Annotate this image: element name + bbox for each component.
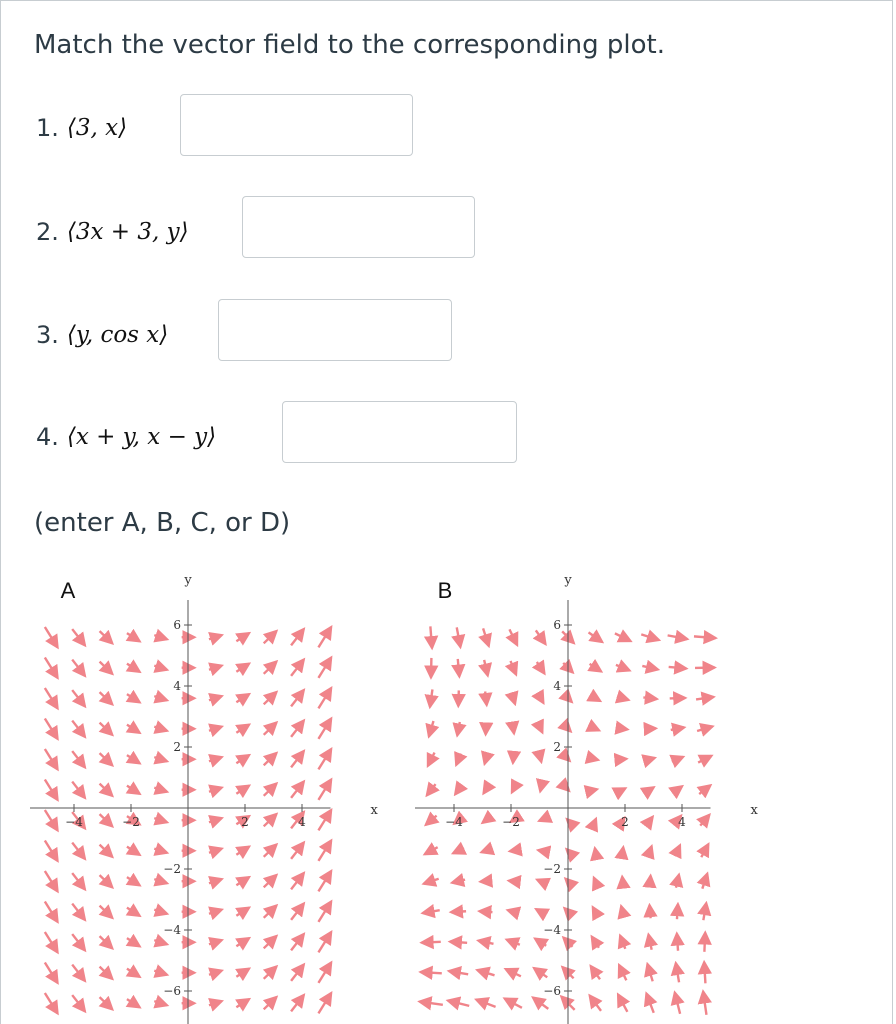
field-arrow [264,723,277,735]
field-arrow [236,786,249,794]
y-tick-label: −4 [543,923,561,937]
field-arrow [291,751,304,767]
field-arrow [318,932,331,952]
field-arrow [45,932,58,952]
field-arrow [291,843,304,859]
y-tick-label: 6 [553,618,561,632]
field-arrow [127,847,140,855]
field-arrow [154,1001,167,1005]
field-arrow [509,881,518,882]
field-arrow [72,751,85,767]
field-arrow [512,787,515,792]
vector-field-plot-a [30,568,390,1024]
field-arrow [430,626,432,648]
field-arrow [209,757,222,761]
y-tick-label: 2 [173,740,181,754]
field-arrow [616,665,630,671]
field-arrow [264,875,277,887]
field-arrow [100,814,113,826]
field-arrow [449,971,468,974]
field-arrow [676,875,679,888]
field-arrow [45,810,58,830]
field-arrow [696,697,713,699]
field-arrow [100,906,113,918]
vector-field-plot-b [415,568,780,1024]
field-arrow [209,818,222,822]
field-arrow [72,660,85,676]
field-arrow [644,728,655,729]
field-arrow [704,962,705,983]
field-arrow [236,999,249,1007]
field-arrow [236,938,249,946]
answer-input-4[interactable] [282,401,517,463]
y-tick-label: −4 [163,923,181,937]
field-arrow [673,786,682,793]
field-arrow [127,877,140,885]
field-arrow [264,631,277,643]
x-tick-label: −2 [502,815,520,829]
field-arrow [590,996,601,1011]
field-arrow [620,936,625,949]
field-arrow [264,967,277,979]
field-arrow [236,633,249,641]
field-arrow [669,667,687,669]
field-arrow [485,755,488,764]
field-arrow [536,630,546,644]
field-arrow [510,850,517,851]
y-tick-label: −2 [543,862,561,876]
field-arrow [45,963,58,983]
vector-field-expression: ⟨x + y, x − y⟩ [66,424,217,450]
field-arrow [72,843,85,859]
plot-label: A [60,578,76,603]
field-arrow [483,628,489,646]
field-arrow [675,845,680,856]
field-arrow [478,941,493,944]
field-arrow [649,846,652,855]
field-arrow [595,819,596,822]
field-arrow [697,726,712,731]
field-arrow [127,908,140,916]
field-arrow [100,967,113,979]
field-arrow [536,909,545,914]
field-arrow [535,939,546,946]
field-arrow [154,940,167,944]
field-arrow [154,696,167,700]
field-arrow [318,749,331,769]
field-arrow [72,690,85,706]
field-arrow [264,692,277,704]
field-arrow [100,723,113,735]
field-arrow [512,692,515,703]
field-arrow [291,965,304,981]
field-arrow [420,1002,443,1005]
field-arrow [591,695,600,700]
field-arrow [701,844,708,857]
x-axis-label: x [750,803,758,818]
field-arrow [453,848,464,853]
field-arrow [318,902,331,922]
field-arrow [593,907,598,916]
field-arrow [621,906,624,917]
field-arrow [236,969,249,977]
field-arrow [291,782,304,798]
field-arrow [622,847,623,854]
vector-field-expression: ⟨3, x⟩ [66,115,128,141]
field-arrow [318,963,331,983]
field-arrow [127,786,140,794]
field-arrow [154,849,167,853]
y-tick-label: 4 [173,679,181,693]
field-arrow [537,662,545,674]
field-arrow [236,908,249,916]
field-arrow [668,635,688,639]
question-number: 3. [36,321,59,349]
field-arrow [291,904,304,920]
field-arrow [590,664,602,672]
plot-label: B [437,578,453,603]
field-arrow [703,992,706,1015]
field-arrow [422,942,441,943]
field-arrow [127,969,140,977]
vector-field-expression: ⟨3x + 3, y⟩ [66,219,189,245]
field-arrow [209,910,222,914]
field-arrow [455,785,462,794]
field-arrow [72,721,85,737]
x-tick-label: 2 [241,815,249,829]
vector-field-expression: ⟨y, cos x⟩ [66,322,169,348]
field-arrow [704,933,705,952]
x-tick-label: 4 [298,815,306,829]
field-arrow [594,789,597,790]
question-3 [36,321,168,349]
field-arrow [209,849,222,853]
answer-hint: (enter A, B, C, or D) [34,508,291,538]
field-arrow [291,690,304,706]
field-arrow [539,820,542,821]
field-arrow [318,658,331,678]
field-arrow [127,725,140,733]
field-arrow [508,910,519,913]
field-arrow [642,666,658,670]
field-arrow [650,905,651,918]
field-arrow [486,723,487,734]
field-arrow [72,873,85,889]
answer-input-2[interactable] [242,196,475,258]
y-tick-label: 2 [553,740,561,754]
field-arrow [236,725,249,733]
field-arrow [45,993,58,1013]
field-arrow [675,993,680,1014]
field-arrow [671,727,684,730]
field-arrow [154,879,167,883]
field-arrow [127,755,140,763]
field-arrow [481,849,490,852]
field-arrow [593,759,598,760]
field-arrow [677,934,678,951]
field-arrow [672,757,683,762]
field-arrow [154,788,167,792]
field-arrow [484,660,488,676]
x-tick-label: 4 [678,815,686,829]
field-arrow [154,635,167,639]
field-arrow [458,659,460,677]
field-arrow [318,871,331,891]
field-arrow [318,841,331,861]
field-arrow [72,965,85,981]
field-arrow [45,719,58,739]
field-arrow [505,999,522,1008]
field-arrow [236,664,249,672]
field-arrow [100,784,113,796]
field-arrow [291,873,304,889]
field-arrow [72,934,85,950]
field-arrow [127,938,140,946]
question-2 [36,218,189,246]
field-arrow [513,756,514,763]
field-arrow [209,940,222,944]
field-arrow [538,850,543,851]
field-arrow [619,965,626,980]
field-arrow [451,911,466,912]
field-arrow [318,719,331,739]
field-arrow [676,963,679,982]
field-arrow [428,753,435,766]
field-arrow [513,724,514,733]
field-arrow [457,722,460,735]
field-arrow [423,910,440,913]
field-arrow [72,782,85,798]
field-arrow [291,629,304,645]
x-tick-label: −4 [445,815,463,829]
field-arrow [539,725,542,732]
field-arrow [209,1001,222,1005]
field-arrow [592,937,599,948]
field-arrow [479,911,492,912]
x-axis-label: x [370,803,378,818]
field-arrow [591,966,600,979]
field-arrow [72,629,85,645]
x-tick-label: −4 [65,815,83,829]
question-4 [36,423,216,451]
field-arrow [540,788,541,791]
field-arrow [641,634,659,640]
field-arrow [456,754,461,765]
field-arrow [209,788,222,792]
field-arrow [318,993,331,1013]
field-arrow [127,633,140,641]
field-arrow [264,936,277,948]
field-arrow [291,660,304,676]
field-arrow [264,814,277,826]
field-arrow [209,635,222,639]
field-arrow [429,721,434,736]
field-arrow [476,1000,495,1007]
field-arrow [480,881,491,882]
field-arrow [236,877,249,885]
field-arrow [618,728,627,729]
field-arrow [318,810,331,830]
field-arrow [425,847,438,854]
field-arrow [483,818,490,823]
field-arrow [264,753,277,765]
answer-input-1[interactable] [180,94,413,156]
field-arrow [45,841,58,861]
field-arrow [127,999,140,1007]
question-number: 4. [36,423,59,451]
field-arrow [645,758,654,761]
field-arrow [538,693,543,702]
question-1 [36,114,127,142]
field-arrow [318,780,331,800]
field-arrow [648,817,653,824]
field-arrow [617,696,628,699]
field-arrow [507,940,520,945]
field-arrow [318,688,331,708]
field-arrow [318,627,331,647]
field-arrow [127,664,140,672]
field-arrow [45,780,58,800]
field-arrow [647,964,652,981]
y-tick-label: −6 [163,984,181,998]
field-arrow [622,877,623,886]
y-axis-label: y [564,573,572,588]
field-arrow [510,661,516,675]
field-arrow [127,694,140,702]
field-arrow [100,936,113,948]
field-arrow [534,968,547,977]
field-arrow [427,784,436,795]
field-arrow [209,696,222,700]
field-arrow [100,875,113,887]
x-tick-label: 2 [621,815,629,829]
field-arrow [264,662,277,674]
field-arrow [264,906,277,918]
field-arrow [209,971,222,975]
field-arrow [154,666,167,670]
field-arrow [506,969,521,976]
field-arrow [452,880,465,883]
field-arrow [154,727,167,731]
answer-input-3[interactable] [218,299,452,361]
field-arrow [646,994,653,1013]
field-arrow [592,727,599,730]
y-axis-label: y [184,573,192,588]
y-tick-label: −6 [543,984,561,998]
field-arrow [100,662,113,674]
field-arrow [620,788,625,791]
field-arrow [615,633,631,641]
field-arrow [533,998,548,1009]
field-arrow [100,631,113,643]
field-arrow [702,874,707,889]
field-arrow [424,879,439,884]
field-arrow [154,971,167,975]
field-arrow [291,995,304,1011]
field-arrow [650,876,651,887]
field-arrow [154,910,167,914]
field-arrow [291,721,304,737]
question-prompt: Match the vector field to the corresponding plot. [34,30,665,60]
field-arrow [154,818,167,822]
field-arrow [595,848,596,853]
field-arrow [154,757,167,761]
field-arrow [646,787,653,792]
field-arrow [421,972,442,973]
field-arrow [72,904,85,920]
field-arrow [643,697,656,698]
field-arrow [618,995,627,1012]
field-arrow [209,727,222,731]
y-tick-label: 4 [553,679,561,693]
field-arrow [100,997,113,1009]
field-arrow [484,786,489,793]
question-number: 2. [36,218,59,246]
field-arrow [209,666,222,670]
field-arrow [589,632,603,642]
field-arrow [45,871,58,891]
field-arrow [72,995,85,1011]
field-arrow [699,785,710,794]
field-arrow [485,691,486,704]
field-arrow [457,627,461,647]
field-arrow [100,692,113,704]
field-arrow [45,902,58,922]
field-arrow [236,847,249,855]
field-arrow [291,934,304,950]
field-arrow [264,845,277,857]
field-arrow [100,753,113,765]
question-number: 1. [36,114,59,142]
field-arrow [477,970,494,975]
field-arrow [45,749,58,769]
field-arrow [236,755,249,763]
field-arrow [264,784,277,796]
field-arrow [45,627,58,647]
field-arrow [100,845,113,857]
field-arrow [700,815,709,826]
field-arrow [426,816,437,825]
field-arrow [209,879,222,883]
field-arrow [619,759,626,760]
field-arrow [648,935,651,950]
field-arrow [703,903,706,920]
field-arrow [694,636,716,638]
field-arrow [594,878,597,885]
field-arrow [430,689,432,706]
field-arrow [450,942,467,943]
field-arrow [537,880,544,883]
field-arrow [264,997,277,1009]
field-arrow [698,756,711,763]
y-tick-label: −2 [163,862,181,876]
field-arrow [45,658,58,678]
field-arrow [509,629,517,645]
field-arrow [448,1001,469,1006]
field-arrow [45,688,58,708]
y-tick-label: 6 [173,618,181,632]
field-arrow [677,904,678,919]
x-tick-label: −2 [122,815,140,829]
field-arrow [540,757,541,762]
field-arrow [236,694,249,702]
